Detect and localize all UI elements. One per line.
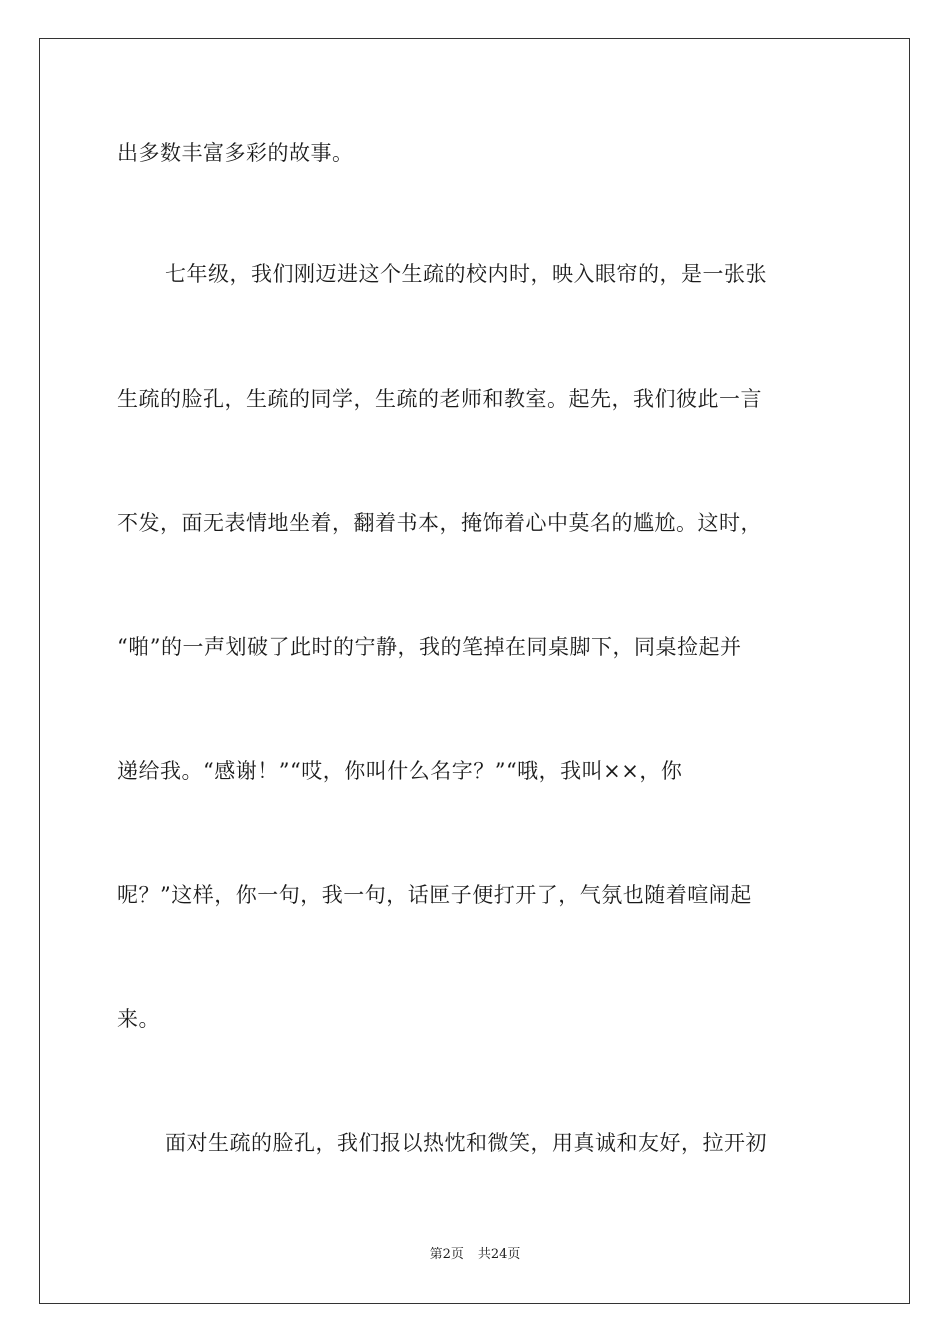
text-line-8: 来。	[117, 1007, 160, 1031]
page-number: 第2页	[429, 1247, 464, 1262]
page-total: 共24页	[477, 1247, 521, 1262]
text-line-6: 递给我。“感谢！”“哎，你叫什么名字？”“哦，我叫××，你	[117, 759, 683, 783]
text-line-7: 呢？”这样，你一句，我一句，话匣子便打开了，气氛也随着喧闹起	[117, 883, 752, 907]
page-footer	[0, 1246, 950, 1264]
paragraph-start-line-2: 面对生疏的脸孔，我们报以热忱和微笑，用真诚和友好，拉开初	[165, 1131, 767, 1155]
text-line-3: 生疏的脸孔，生疏的同学，生疏的老师和教室。起先，我们彼此一言	[117, 387, 762, 411]
page-frame	[39, 38, 910, 1304]
text-line-1: 出多数丰富多彩的故事。	[117, 141, 354, 165]
text-line-5: “啪”的一声划破了此时的宁静，我的笔掉在同桌脚下，同桌捡起并	[117, 635, 742, 659]
paragraph-start-line: 七年级，我们刚迈进这个生疏的校内时，映入眼帘的，是一张张	[165, 262, 767, 286]
text-line-4: 不发，面无表情地坐着，翻着书本，掩饰着心中莫名的尴尬。这时，	[117, 511, 762, 535]
